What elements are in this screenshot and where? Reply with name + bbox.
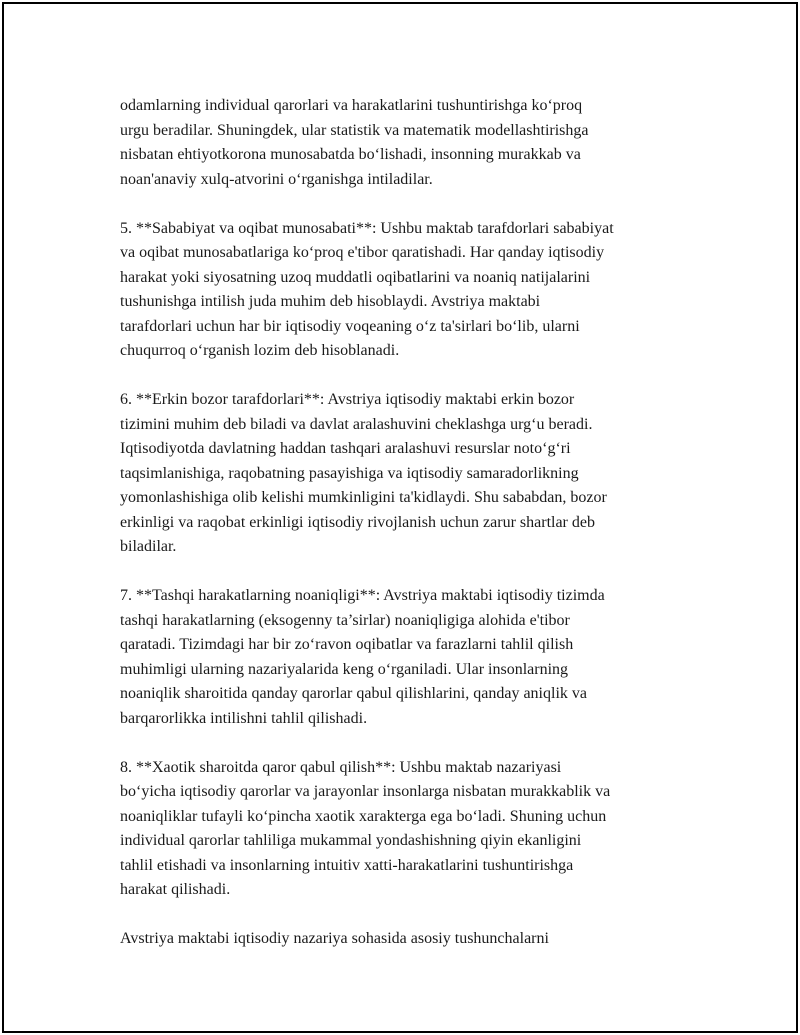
paragraph-item-8: 8. **Xaotik sharoitda qaror qabul qilish**: Ushbu maktab nazariyasi bo‘yicha iqtisodiy qarorlar va jarayonlar insonlarga nisbatan murakkablik va noaniqliklar tufayli ko‘pincha xaotik xarakterga ega bo‘ladi. Shuning uchun individual qarorlar tahliliga mukammal yondashishning qiyin ekanligini tahlil etishadi va insonlarning intuitiv xatti-harakatlarini tushuntirishga harakat qilishadi. [120,758,611,898]
paragraph-item-6: 6. **Erkin bozor tarafdorlari**: Avstriya iqtisodiy maktabi erkin bozor tizimini muhim deb biladi va davlat aralashuvini cheklashga urg‘u beradi. Iqtisodiyotda davlatning haddan tashqari aralashuvi resurslar noto‘g‘ri taqsimlanishiga, raqobatning pasayishiga va iqtisodiy samaradorlikning yomonlashishiga olib kelishi mumkinligini ta'kidlaydi. Shu sababdan, bozor erkinligi va raqobat erkinligi iqtisodiy rivojlanish uchun zarur shartlar deb biladilar. [120,391,607,555]
paragraph-conclusion: Avstriya maktabi iqtisodiy nazariya sohasida asosiy tushunchalarni [120,930,549,947]
paragraph-item-5: 5. **Sababiyat va oqibat munosabati**: Ushbu maktab tarafdorlari sababiyat va oqibat munosabatlariga ko‘proq e'tibor qaratishadi. Har qanday iqtisodiy harakat yoki siyosatning uzoq muddatli oqibatlarini va noaniq natijalarini tushunishga intilish juda muhim deb hisoblaydi. Avstriya maktabi tarafdorlari uchun har bir iqtisodiy voqeaning o‘z ta'sirlari bo‘lib, ularni chuqurroq o‘rganish lozim deb hisoblanadi. [120,219,614,359]
document-body [120,94,700,976]
page-frame [2,2,798,1033]
paragraph-item-7: 7. **Tashqi harakatlarning noaniqligi**: Avstriya maktabi iqtisodiy tizimda tashqi harakatlarning (eksogenny ta’sirlar) noaniqligiga alohida e'tibor qaratadi. Tizimdagi har bir zo‘ravon oqibatlar va farazlarni tahlil qilish muhimligi ularning nazariyalarida keng o‘rganiladi. Ular insonlarning noaniqlik sharoitida qanday qarorlar qabul qilishlarini, qanday aniqlik va barqarorlikka intilishni tahlil qilishadi. [120,587,605,727]
paragraph-intro-continuation: odamlarning individual qarorlari va harakatlarini tushuntirishga ko‘proq urgu beradilar. Shuningdek, ular statistik va matematik modellashtirishga nisbatan ehtiyotkorona munosabatda bo‘lishadi, insonning murakkab va noan'anaviy xulq-atvorini o‘rganishga intiladilar. [120,97,589,188]
